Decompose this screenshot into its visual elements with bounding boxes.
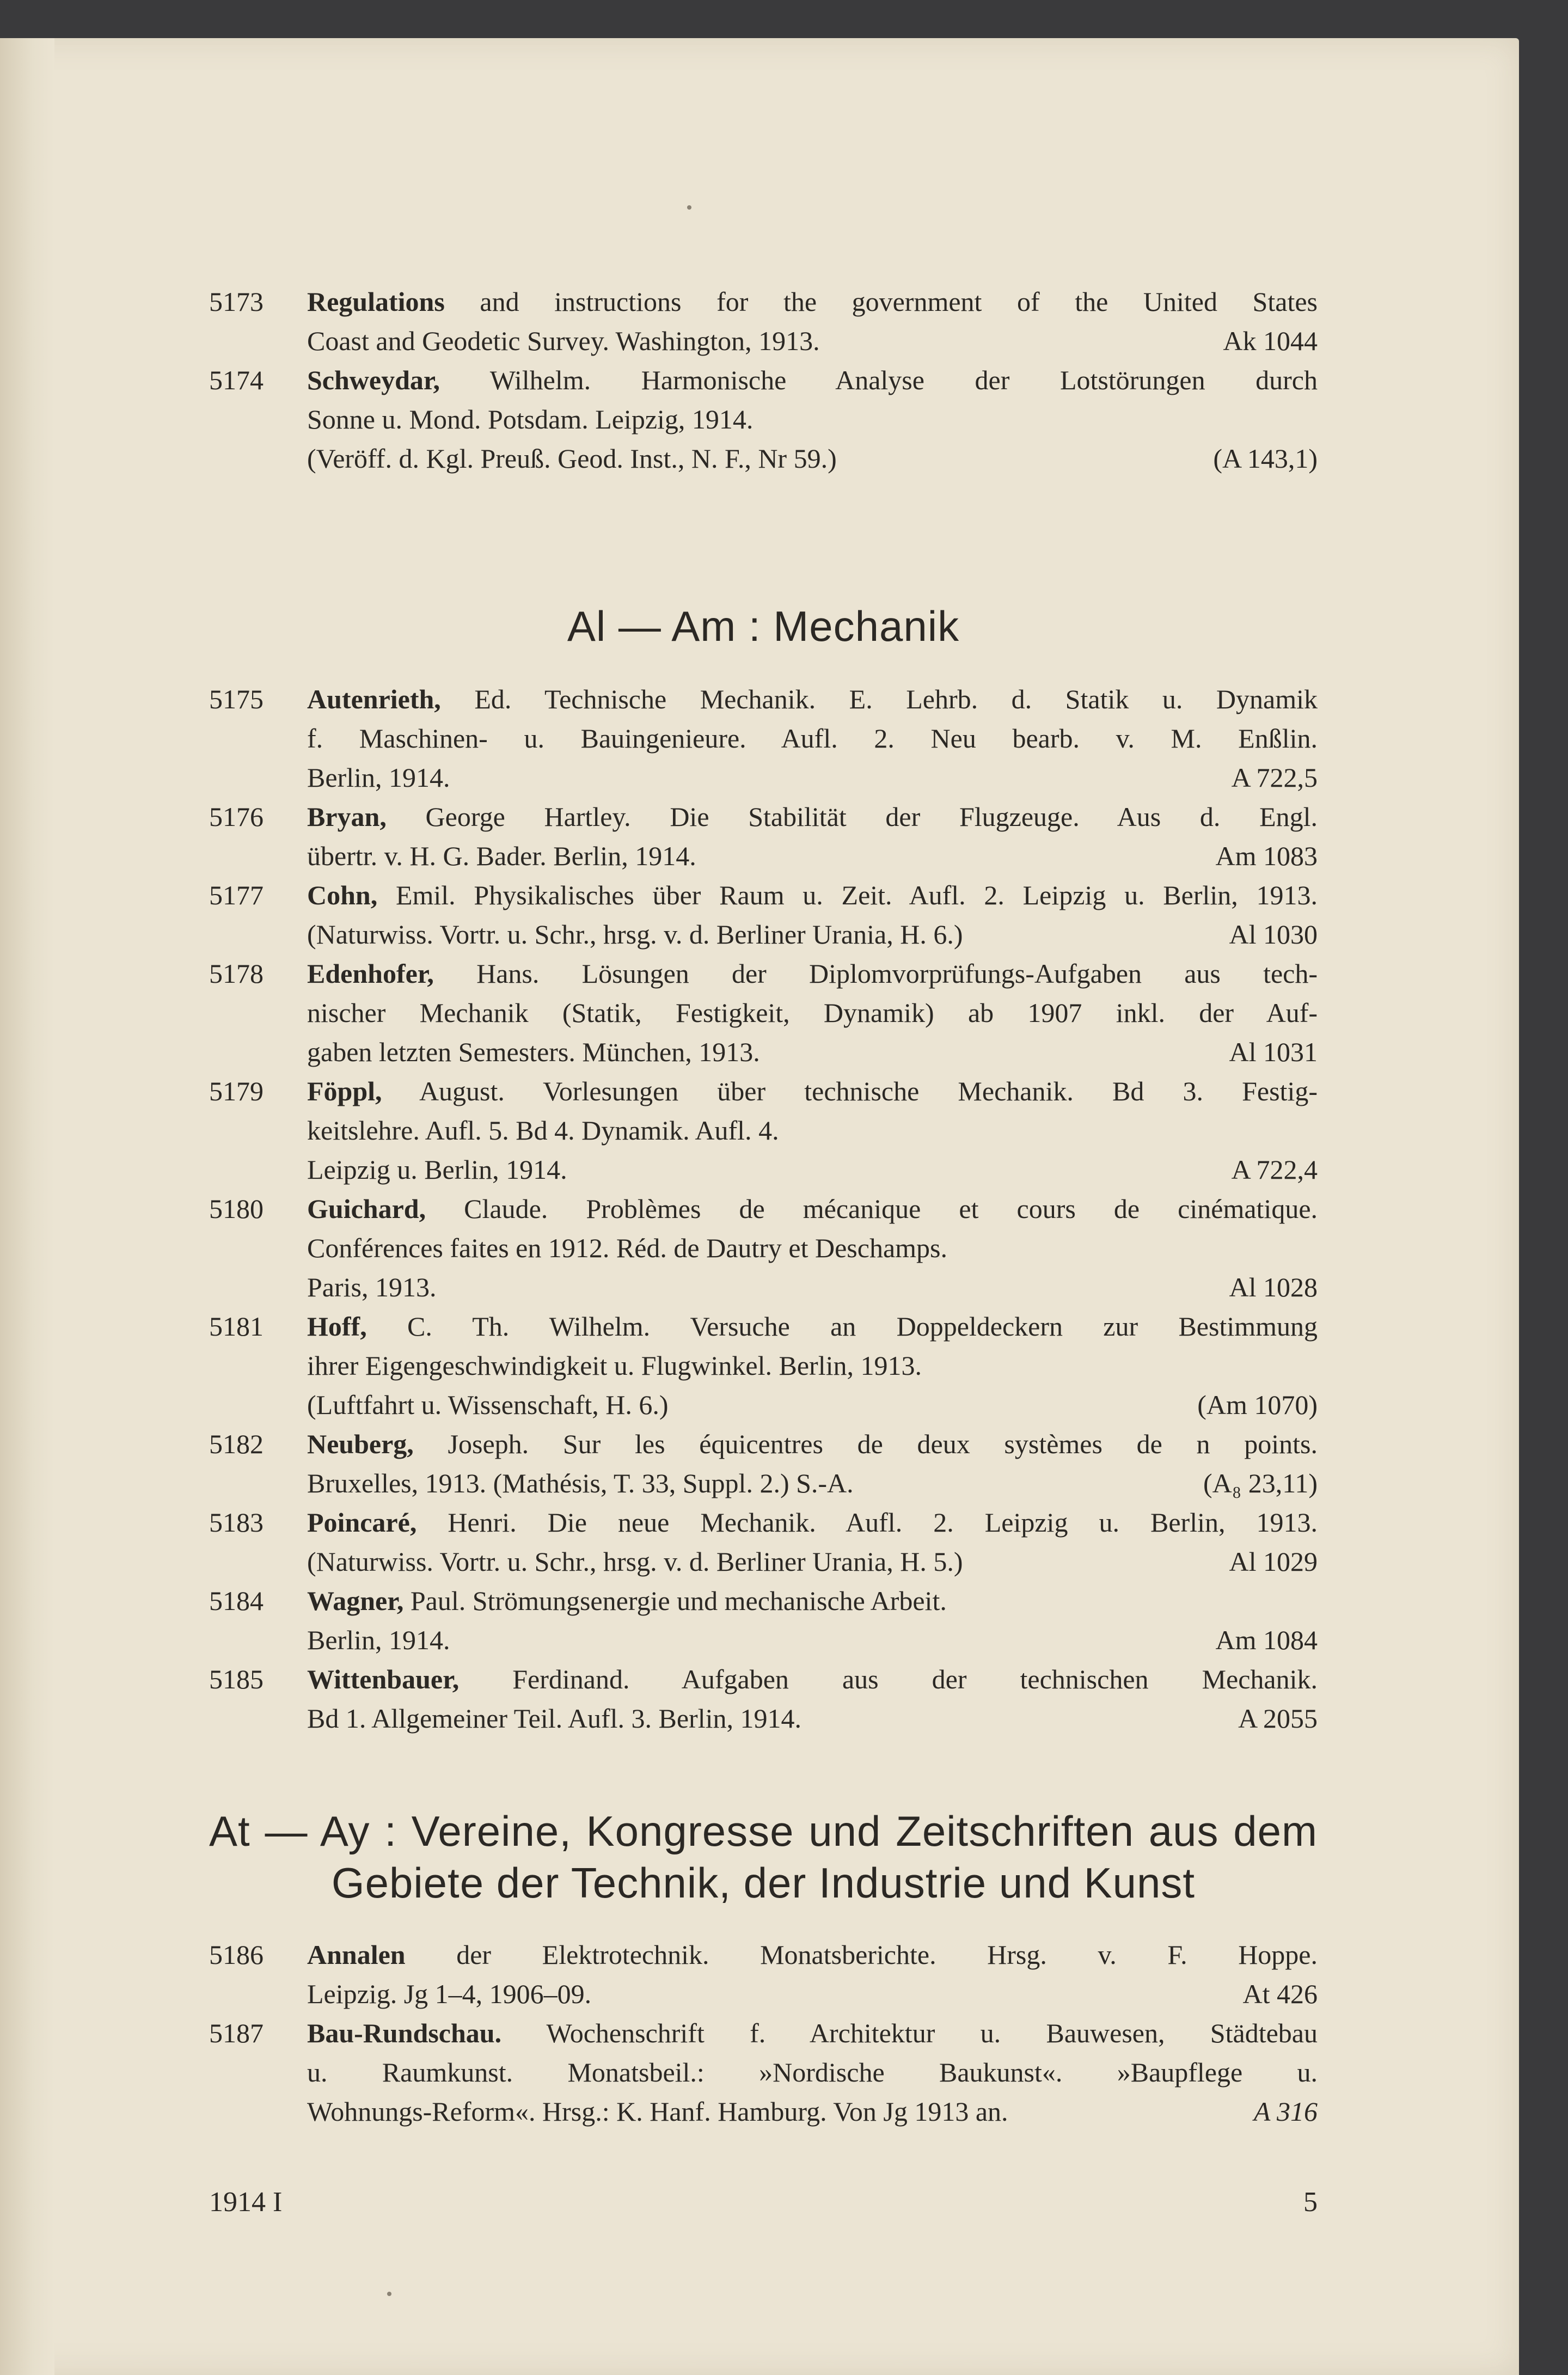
section-heading-vereine: At — Ay : Vereine, Kongresse und Zeitschriften aus dem [209, 1807, 1318, 1855]
entry-author: Cohn, [307, 880, 378, 910]
entry-line: Schweydar, Wilhelm. Harmonische Analyse der Lotstörungen durch [307, 365, 1318, 395]
section-heading-mechanik: Al — Am : Mechanik [567, 602, 960, 650]
entry-author: Guichard, [307, 1193, 426, 1224]
entry-number: 5179 [209, 1076, 264, 1106]
entry-line: Wohnungs-Reform«. Hrsg.: K. Hanf. Hamburg. Von Jg 1913 an. [307, 2096, 1008, 2127]
entry-number: 5174 [209, 365, 264, 395]
shelf-mark: (A₈ 23,11) [1203, 1468, 1318, 1498]
entry-line: übertr. v. H. G. Bader. Berlin, 1914. [307, 841, 696, 871]
entry-number: 5177 [209, 880, 264, 910]
shelf-mark: Al 1031 [1229, 1037, 1318, 1067]
entry-line: Berlin, 1914. [307, 1625, 450, 1655]
entry-number: 5187 [209, 2018, 264, 2048]
book-page [0, 38, 1519, 2375]
shelf-mark: Al 1030 [1229, 919, 1318, 950]
entry-line: Annalen der Elektrotechnik. Monatsberichte. Hrsg. v. F. Hoppe. [307, 1939, 1318, 1970]
entry-author: Schweydar, [307, 365, 440, 395]
entry-line: nischer Mechanik (Statik, Festigkeit, Dynamik) ab 1907 inkl. der Auf- [307, 997, 1318, 1028]
shelf-mark: (A 143,1) [1213, 443, 1318, 474]
entry-line: u. Raumkunst. Monatsbeil.: »Nordische Baukunst«. »Baupflege u. [307, 2057, 1318, 2088]
entry-line: Hoff, C. Th. Wilhelm. Versuche an Doppeldeckern zur Bestimmung [307, 1311, 1318, 1342]
shelf-mark: Al 1029 [1229, 1546, 1318, 1577]
shelf-mark: (Am 1070) [1197, 1390, 1318, 1420]
entry-line: Bau-Rundschau. Wochenschrift f. Architektur u. Bauwesen, Städtebau [307, 2018, 1318, 2048]
entry-number: 5180 [209, 1193, 264, 1224]
entry-line: Poincaré, Henri. Die neue Mechanik. Aufl. 2. Leipzig u. Berlin, 1913. [307, 1507, 1318, 1538]
entry-number: 5185 [209, 1664, 264, 1694]
entry-number: 5181 [209, 1311, 264, 1342]
entry-author: Föppl, [307, 1076, 382, 1106]
shelf-mark: Ak 1044 [1223, 326, 1318, 356]
entry-line: Conférences faites en 1912. Réd. de Dautry et Deschamps. [307, 1233, 948, 1263]
entry-line: Paris, 1913. [307, 1272, 437, 1302]
entry-line: Wittenbauer, Ferdinand. Aufgaben aus der technischen Mechanik. [307, 1664, 1318, 1694]
shelf-mark: Am 1083 [1215, 841, 1318, 871]
entry-line: Leipzig. Jg 1–4, 1906–09. [307, 1979, 592, 2009]
entry-line: Edenhofer, Hans. Lösungen der Diplomvorprüfungs-Aufgaben aus tech- [307, 958, 1318, 989]
entry-line: Regulations and instructions for the government of the United States [307, 286, 1318, 317]
entry-line: Bd 1. Allgemeiner Teil. Aufl. 3. Berlin, 1914. [307, 1703, 801, 1734]
entry-line: f. Maschinen- u. Bauingenieure. Aufl. 2. Neu bearb. v. M. Enßlin. [307, 723, 1318, 754]
shelf-mark: A 722,4 [1231, 1154, 1318, 1185]
entry-line: Neuberg, Joseph. Sur les équicentres de deux systèmes de n points. [307, 1429, 1318, 1459]
entry-line: Bruxelles, 1913. (Mathésis, T. 33, Suppl. 2.) S.-A. [307, 1468, 854, 1498]
entry-line: Bryan, George Hartley. Die Stabilität der Flugzeuge. Aus d. Engl. [307, 801, 1318, 832]
entry-author: Hoff, [307, 1311, 367, 1342]
entry-line: (Veröff. d. Kgl. Preuß. Geod. Inst., N. F., Nr 59.) [307, 443, 837, 474]
entry-line: ihrer Eigengeschwindigkeit u. Flugwinkel. Berlin, 1913. [307, 1350, 922, 1381]
entry-line: Autenrieth, Ed. Technische Mechanik. E. Lehrb. d. Statik u. Dynamik [307, 684, 1318, 714]
entry-number: 5176 [209, 801, 264, 832]
shelf-mark: At 426 [1242, 1979, 1318, 2009]
entry-number: 5173 [209, 286, 264, 317]
entry-line: Guichard, Claude. Problèmes de mécanique et cours de cinématique. [307, 1193, 1318, 1224]
shelf-mark: A 722,5 [1231, 762, 1318, 793]
shelf-mark: A 316 [1253, 2096, 1318, 2127]
entry-line: Leipzig u. Berlin, 1914. [307, 1154, 567, 1185]
entry-line: (Luftfahrt u. Wissenschaft, H. 6.) [307, 1390, 669, 1420]
entry-line: Wagner, Paul. Strömungsenergie und mechanische Arbeit. [307, 1586, 947, 1616]
printer-signature: 1914 I [209, 2187, 283, 2218]
entry-number: 5184 [209, 1586, 264, 1616]
entry-author: Regulations [307, 286, 445, 317]
entry-author: Poincaré, [307, 1507, 417, 1538]
entry-author: Bryan, [307, 801, 387, 832]
entry-line: Berlin, 1914. [307, 762, 450, 793]
page-spine-shadow [0, 38, 54, 2375]
entry-number: 5186 [209, 1939, 264, 1970]
shelf-mark: Am 1084 [1215, 1625, 1318, 1655]
entry-author: Autenrieth, [307, 684, 441, 714]
entry-author: Annalen [307, 1939, 406, 1970]
entry-number: 5182 [209, 1429, 264, 1459]
shelf-mark: Al 1028 [1229, 1272, 1318, 1302]
entry-line: (Naturwiss. Vortr. u. Schr., hrsg. v. d. Berliner Urania, H. 6.) [307, 919, 963, 950]
text-column [209, 38, 1318, 2375]
entry-line: (Naturwiss. Vortr. u. Schr., hrsg. v. d. Berliner Urania, H. 5.) [307, 1546, 963, 1577]
entry-line: keitslehre. Aufl. 5. Bd 4. Dynamik. Aufl. 4. [307, 1115, 779, 1146]
entry-number: 5183 [209, 1507, 264, 1538]
page-number: 5 [1303, 2187, 1318, 2218]
entry-number: 5175 [209, 684, 264, 714]
entry-author: Wittenbauer, [307, 1664, 460, 1694]
entry-line: Sonne u. Mond. Potsdam. Leipzig, 1914. [307, 404, 754, 434]
entry-line: Föppl, August. Vorlesungen über technische Mechanik. Bd 3. Festig- [307, 1076, 1318, 1106]
entry-author: Wagner, [307, 1586, 404, 1616]
shelf-mark: A 2055 [1238, 1703, 1318, 1734]
entry-author: Bau-Rundschau. [307, 2018, 502, 2048]
entry-line: Cohn, Emil. Physikalisches über Raum u. Zeit. Aufl. 2. Leipzig u. Berlin, 1913. [307, 880, 1318, 910]
entry-author: Edenhofer, [307, 958, 434, 989]
section-heading-vereine-continued: Gebiete der Technik, der Industrie und Kunst [331, 1859, 1196, 1907]
entry-line: gaben letzten Semesters. München, 1913. [307, 1037, 760, 1067]
entry-number: 5178 [209, 958, 264, 989]
entry-line: Coast and Geodetic Survey. Washington, 1913. [307, 326, 820, 356]
entry-author: Neuberg, [307, 1429, 414, 1459]
